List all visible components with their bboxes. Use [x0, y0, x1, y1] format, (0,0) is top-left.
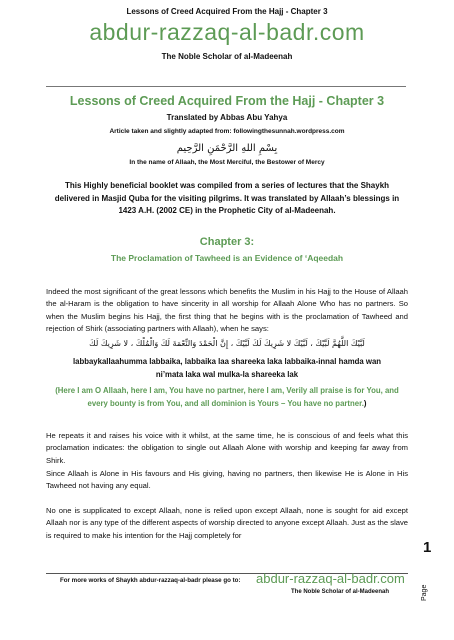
footer-site-link[interactable]: abdur-razzaq-al-badr.com	[256, 571, 405, 586]
intro-paragraph: This Highly beneficial booklet was compiled from a series of lectures that the Shaykh delivered in Masjid Quba for the visiting pilgrims. It was translated by Allaah’s blessings in 1423 A.H. (2002 CE) in the Prophetic City of al-Madeenah.	[54, 181, 400, 215]
document-title: Lessons of Creed Acquired From the Hajj - Chapter 3	[69, 94, 385, 108]
talbiyah-transliteration: labbaykallaahumma labbaika, labbaika laa shareeka laka labbaika-innal hamda wan ni’mata laka wal mulka-la shareeka lak	[72, 357, 382, 379]
body-paragraph: Since Allaah is Alone in His favours and His giving, having no partners, then likewise He is Alone in His Tawheed not having any equal.	[46, 469, 408, 491]
talbiyah-close-paren: )	[363, 398, 367, 408]
chapter-subheading: The Proclamation of Tawheed is an Evidence of ‘Aqeedah	[110, 253, 344, 263]
site-banner: abdur-razzaq-al-badr.com	[89, 19, 365, 45]
running-title: Lessons of Creed Acquired From the Hajj - Chapter 3	[126, 7, 328, 16]
source-note: Article taken and slightly adapted from: followingthesunnah.wordpress.com	[109, 128, 345, 135]
talbiyah-arabic: لَبَّيْكَ اللَّهُمَّ لَبَّيْكَ ، لَبَّيْكَ لا شَرِيكَ لَكَ لَبَّيْكَ ، إِنَّ الْحَمْدَ وَالنِّعْمَةَ لَكَ وَالْمُلْكَ ، لا شَرِيكَ لَكَ	[89, 339, 365, 348]
basmala: بِسْمِ اللهِ الرَّحْمَنِ الرَّحِيم	[176, 143, 278, 154]
footer-site-subtitle: The Noble Scholar of al-Madeenah	[291, 589, 390, 595]
page-label: Page	[421, 584, 428, 601]
divider	[46, 86, 406, 87]
talbiyah-translation	[46, 385, 408, 410]
body-paragraph: No one is supplicated to except Allaah, none is relied upon except Allaah, none is sought for aid except Allaah nor is any type of the different aspects of worship directed to anyone except Allaah. Just as the slave is required to make his intention for the Hajj completely for	[46, 506, 408, 540]
chapter-heading: Chapter 3:	[199, 236, 255, 248]
footer-more-works: For more works of Shaykh abdur-razzaq-al-badr please go to:	[60, 577, 241, 584]
site-subtitle: The Noble Scholar of al-Madeenah	[161, 52, 293, 61]
body-paragraph: He repeats it and raises his voice with it whilst, at the same time, he is conscious of and feels what this proclamation indicates: the obligation to single out Allaah Alone with worship and keeping far away from Shirk.	[46, 431, 408, 465]
page-number: 1	[423, 539, 432, 556]
body-paragraph: Indeed the most significant of the great lessons which benefits the Muslim in his Hajj to the House of Allaah the al-Haram is the obligation to have sincerity in all worship for Allaah Alone Who has no partners. So when the Muslim begins his Hajj, the first thing that he begins with is the proclamation of Tawheed and rejection of Shirk (associating partners with Allaah), when he says:	[46, 287, 408, 333]
translator-credit: Translated by Abbas Abu Yahya	[166, 113, 288, 122]
talbiyah-translation-text: (Here I am O Allaah, here I am, You have no partner, here I am, Verily all praise is for You, and every bounty is from You, and all dominion is Yours – You have no partner.	[55, 386, 399, 408]
basmala-translation: In the name of Allaah, the Most Merciful, the Bestower of Mercy	[129, 159, 325, 166]
